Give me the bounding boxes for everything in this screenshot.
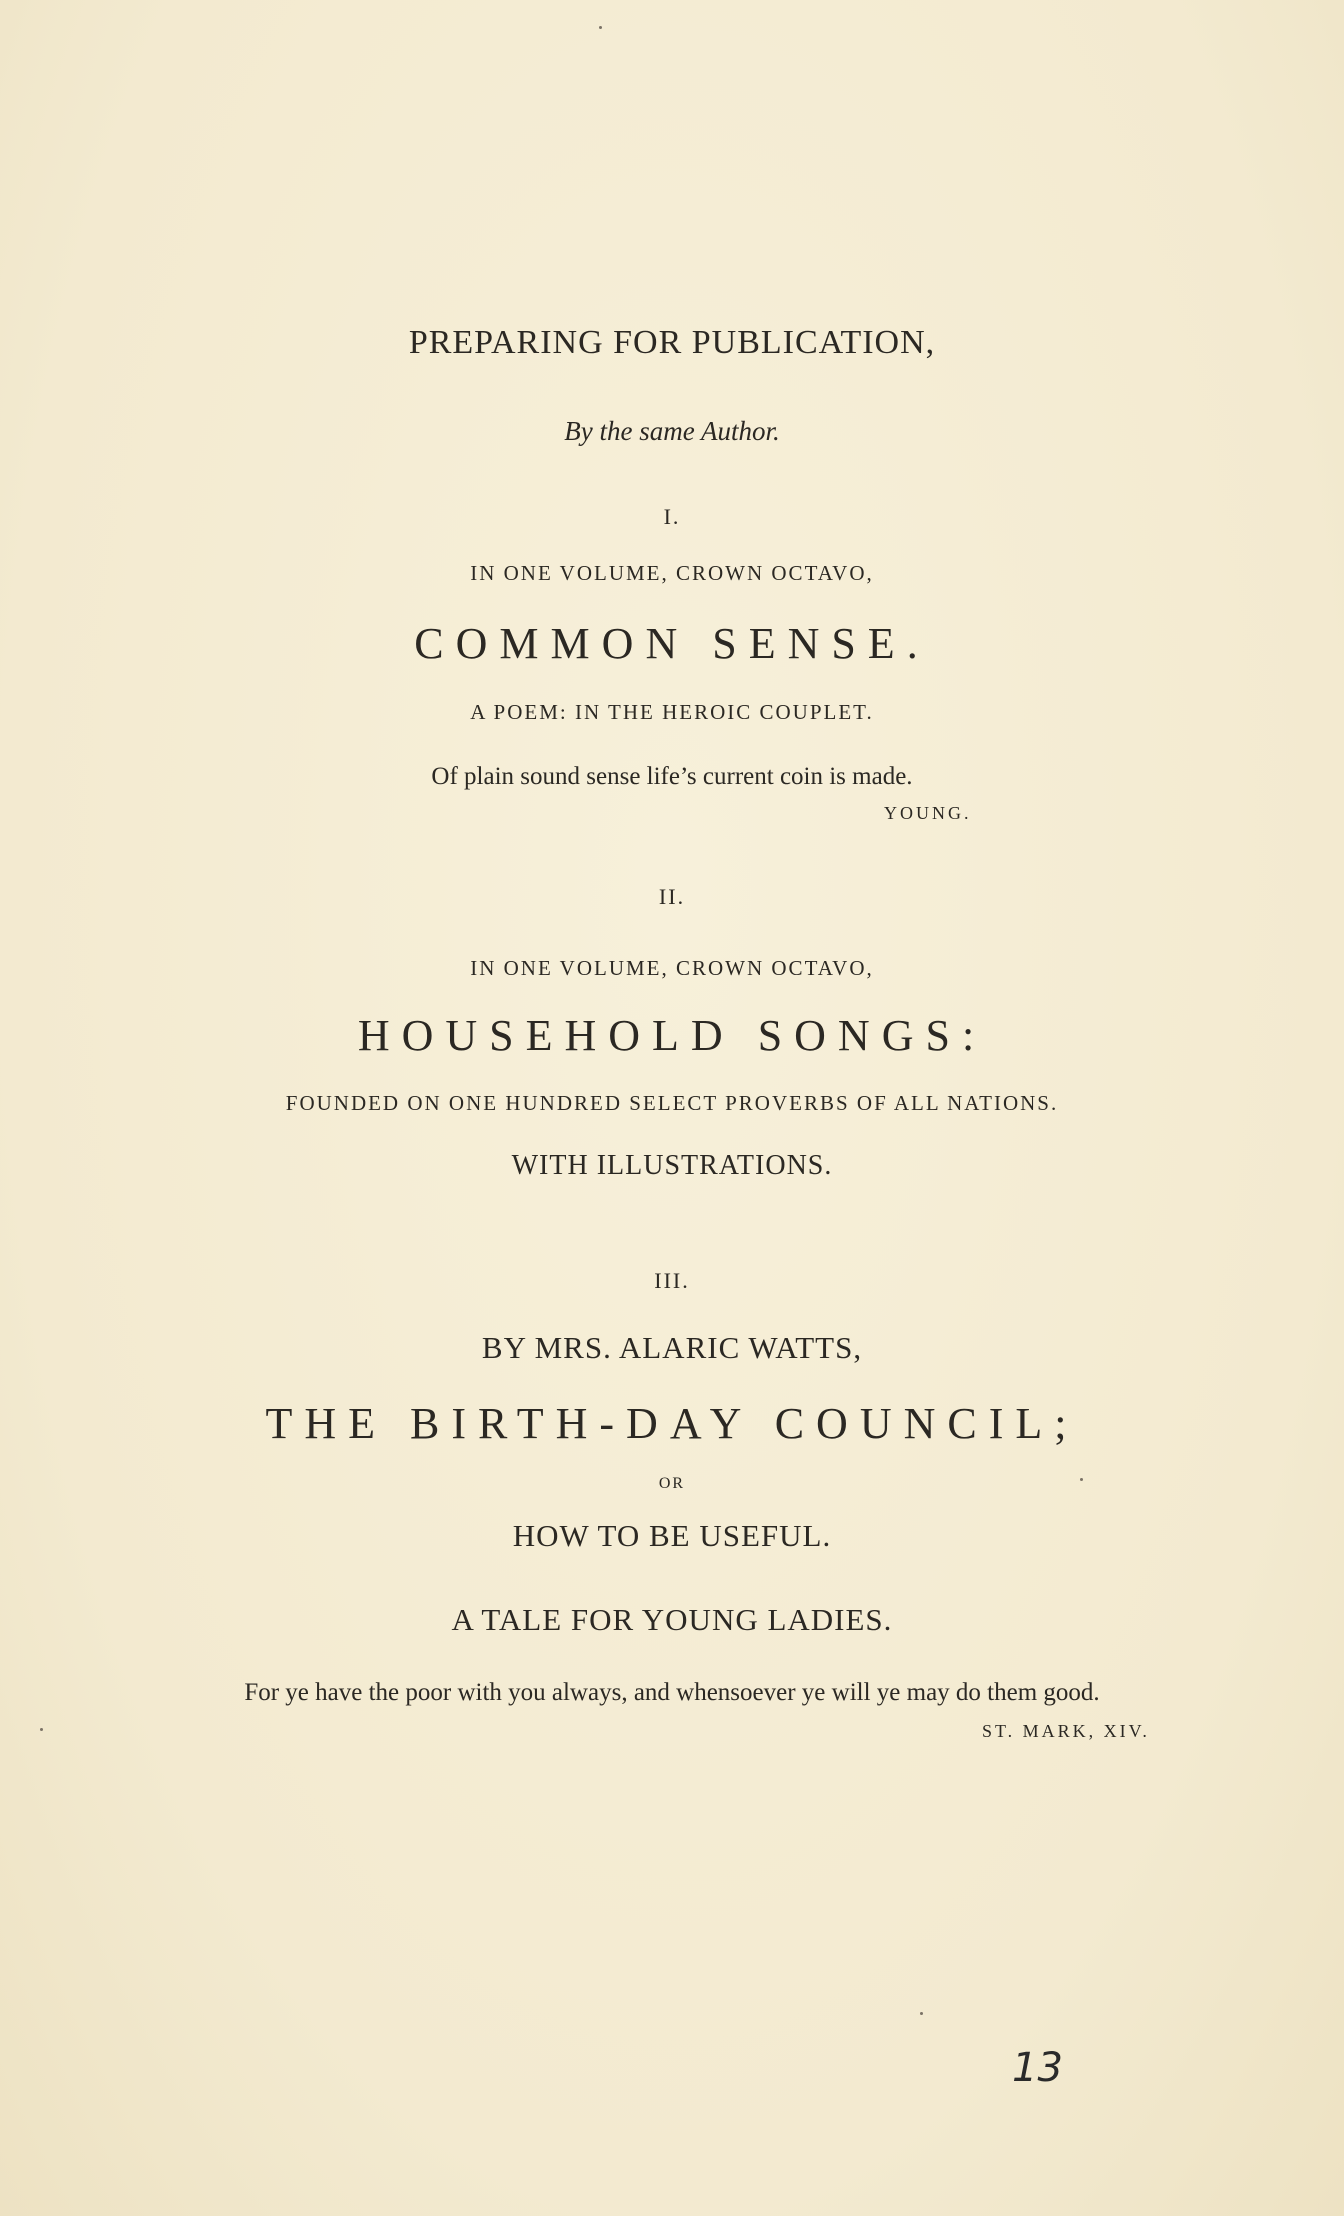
- work-title: COMMON SENSE.: [414, 619, 930, 668]
- work-format: IN ONE VOLUME, CROWN OCTAVO,: [470, 561, 874, 585]
- work-format: IN ONE VOLUME, CROWN OCTAVO,: [470, 956, 874, 980]
- paper-speck: [1080, 1478, 1083, 1481]
- work-author-line: BY MRS. ALARIC WATTS,: [481, 1330, 863, 1365]
- handwritten-folio: 13: [1012, 2045, 1063, 2091]
- work-title: HOUSEHOLD SONGS:: [357, 1011, 987, 1060]
- work-numeral: III.: [654, 1268, 690, 1293]
- epigraph-attribution: YOUNG.: [884, 803, 972, 823]
- epigraph-attribution: ST. MARK, XIV.: [982, 1721, 1150, 1741]
- work-subtitle: A TALE FOR YOUNG LADIES.: [451, 1602, 893, 1637]
- byline: By the same Author.: [564, 416, 780, 446]
- work-subtitle: FOUNDED ON ONE HUNDRED SELECT PROVERBS OF ALL NATIONS.: [285, 1091, 1059, 1115]
- epigraph-quote: Of plain sound sense life’s current coin is made.: [431, 763, 913, 790]
- work-title: THE BIRTH-DAY COUNCIL;: [265, 1399, 1079, 1448]
- epigraph-quote: For ye have the poor with you always, and whensoever ye will ye may do them good.: [244, 1679, 1100, 1706]
- work-numeral: I.: [663, 504, 681, 529]
- work-numeral: II.: [658, 884, 686, 909]
- page-heading: PREPARING FOR PUBLICATION,: [408, 324, 936, 361]
- paper-speck: [599, 26, 602, 29]
- paper-speck: [40, 1728, 43, 1731]
- work-alt-title: HOW TO BE USEFUL.: [512, 1518, 832, 1553]
- work-subtitle: A POEM: IN THE HEROIC COUPLET.: [470, 700, 874, 724]
- work-extra: WITH ILLUSTRATIONS.: [511, 1150, 833, 1181]
- paper-speck: [920, 2012, 923, 2015]
- work-or: OR: [658, 1475, 686, 1492]
